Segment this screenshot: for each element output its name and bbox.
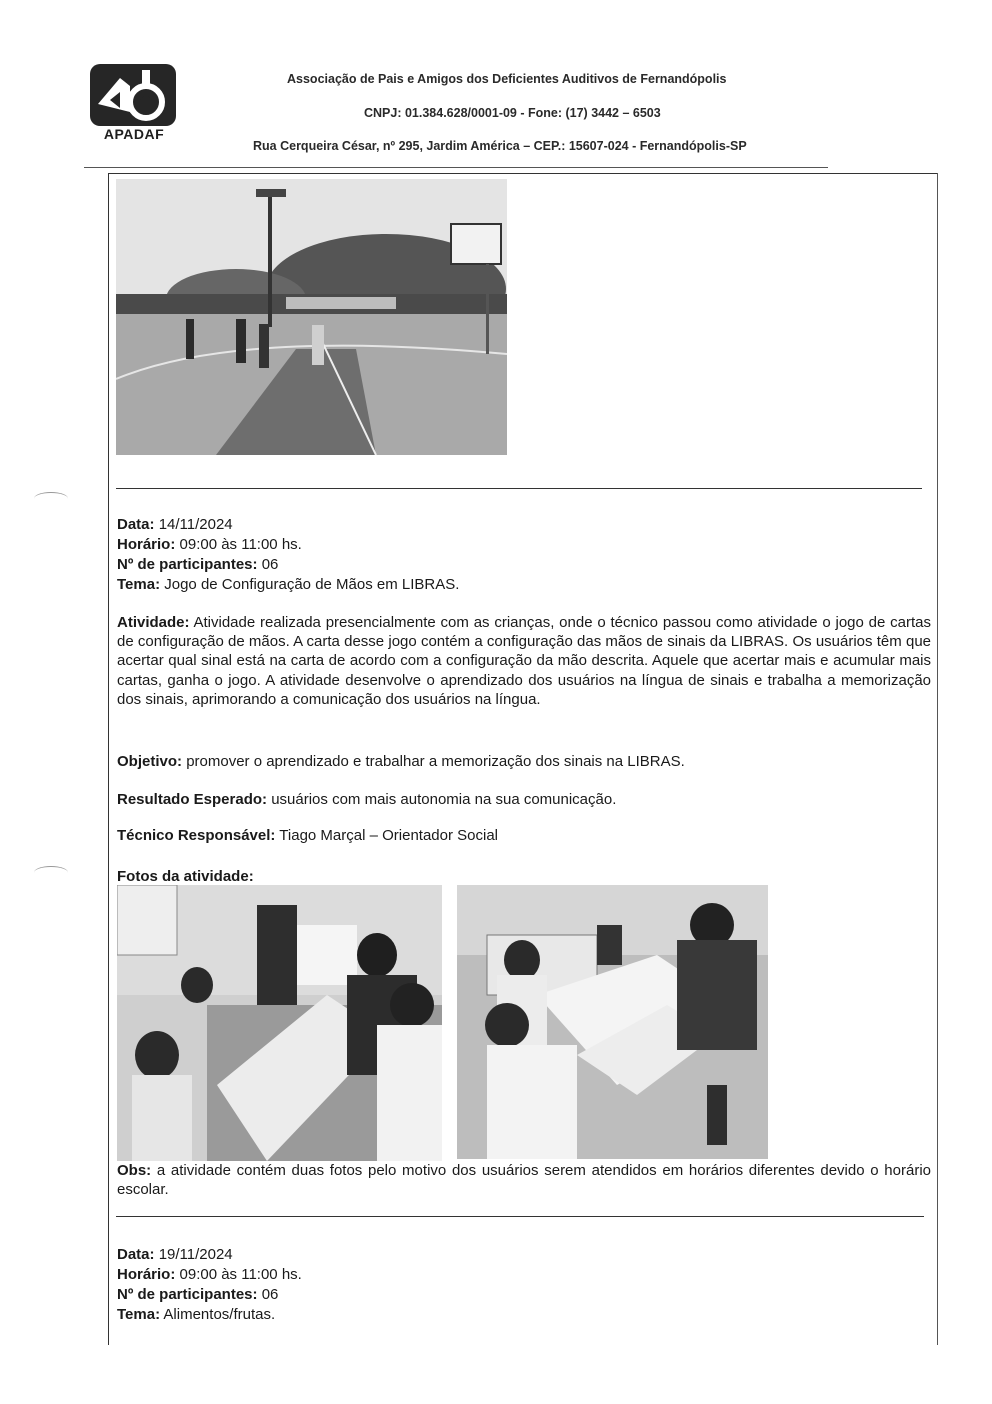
entry1-observation: Obs: a atividade contém duas fotos pelo motivo dos usuários serem atendidos em horários diferentes devido o horário escolar. [117,1162,931,1199]
entry1-technician: Técnico Responsável: Tiago Marçal – Orientador Social [117,827,499,844]
punch-mark [34,866,68,879]
entry1-activity: Atividade: Atividade realizada presencialmente com as crianças, onde o técnico passou como atividade o jogo de cartas de configuração de mãos. A carta desse jogo contém a configuração das mãos de sinais da LIBRAS. Os usuários têm que acertar qual sinal está na carta de acordo com a configuração da mão descrita. Aquele que acertar mais e acumular mais cartas, ganha o jogo. A atividade desenvolve o aprendizado dos usuários na língua de sinais e trabalha a memorização dos sinais, aprimorando a comunicação dos usuários na língua. [117,614,931,708]
entry1-date: Data: 14/11/2024 [117,516,233,533]
classroom-photo-1 [117,885,442,1161]
entry2-participants: Nº de participantes: 06 [117,1286,279,1303]
entry2-theme: Tema: Alimentos/frutas. [117,1306,276,1323]
entry1-expected-result: Resultado Esperado: usuários com mais autonomia na sua comunicação. [117,791,617,808]
entry2-time: Horário: 09:00 às 11:00 hs. [117,1266,302,1283]
header-divider [84,167,828,168]
logo-mark [90,64,176,126]
section-divider [116,1216,924,1217]
logo-text: APADAF [103,126,165,142]
ear-icon [90,64,176,126]
entry2-date: Data: 19/11/2024 [117,1246,233,1263]
entry1-photos-label: Fotos da atividade: [117,868,254,885]
cnpj-phone: CNPJ: 01.384.628/0001-09 - Fone: (17) 3442 – 6503 [364,106,661,120]
court-activity-photo [116,179,507,455]
frame-top-border [108,173,937,174]
section-divider [116,488,922,489]
frame-right-border [937,173,938,1345]
entry1-time: Horário: 09:00 às 11:00 hs. [117,536,302,553]
address: Rua Cerqueira César, nº 295, Jardim América – CEP.: 15607-024 - Fernandópolis-SP [253,139,747,153]
apadaf-logo [90,64,178,142]
entry1-theme: Tema: Jogo de Configuração de Mãos em LIBRAS. [117,576,460,593]
entry1-objective: Objetivo: promover o aprendizado e trabalhar a memorização dos sinais na LIBRAS. [117,753,685,770]
org-name: Associação de Pais e Amigos dos Deficientes Auditivos de Fernandópolis [287,72,727,86]
punch-mark [34,492,68,505]
classroom-photo-2 [457,885,768,1159]
entry1-participants: Nº de participantes: 06 [117,556,279,573]
frame-left-border [108,173,109,1345]
